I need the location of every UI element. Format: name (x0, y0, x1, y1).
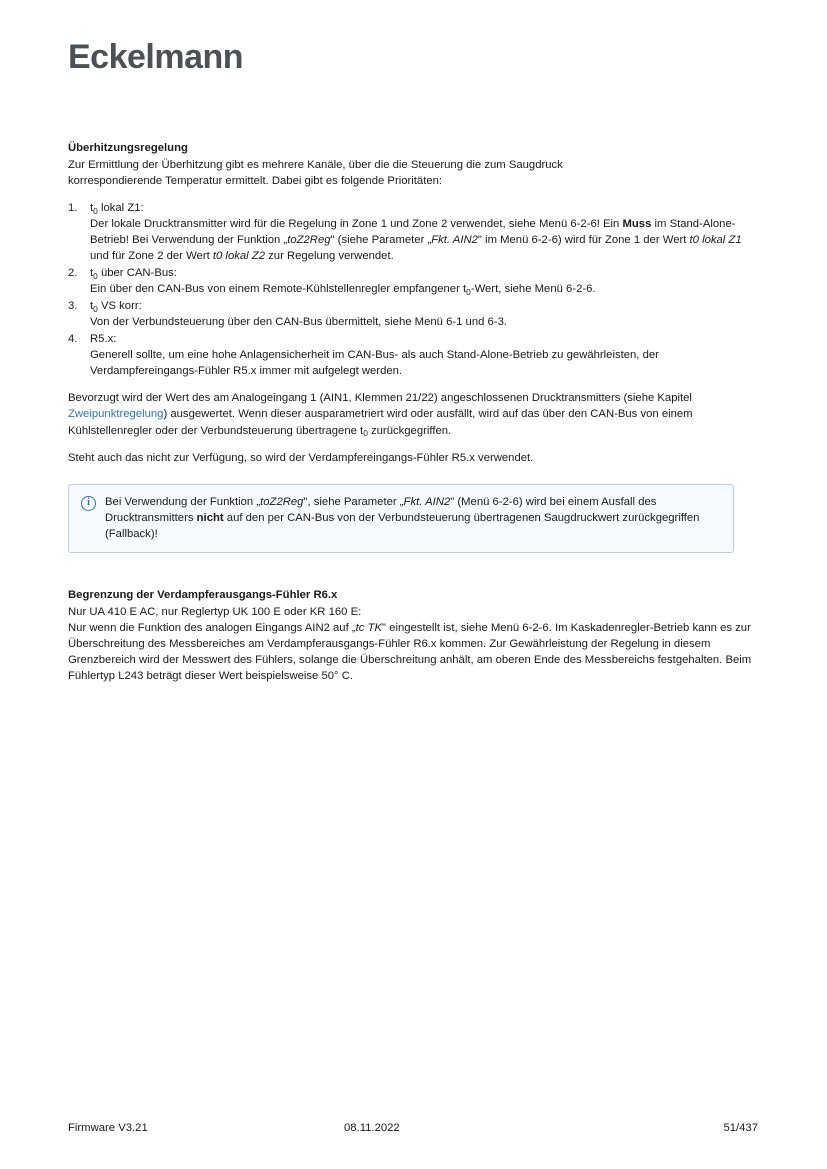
item-label-sub: 0 (93, 303, 98, 314)
list-item-body: Generell sollte, um eine hohe Anlagensicherheit im CAN-Bus- als auch Stand-Alone-Betrieb zu gewährleisten, der Verdampfereingangs-Fühler R5.x immer mit aufgelegt werden. (90, 349, 659, 378)
item-label-post: lokal Z1: (97, 202, 144, 215)
list-item (90, 298, 758, 330)
info-note-text: Bei Verwendung der Funktion „toZ2Reg", siehe Parameter „Fkt. AIN2" (Menü 6-2-6) wird bei einem Ausfall des Drucktransmitters nicht auf den per CAN-Bus von der Verbundsteuerung übertragenen Saugdruckwert zurückgegriffen (Fallback)! (105, 495, 700, 540)
info-note (68, 484, 734, 553)
page-footer (68, 1122, 758, 1134)
intro-line-2: korrespondierende Temperatur ermittelt. Dabei gibt es folgende Prioritäten: (68, 175, 443, 188)
list-item (90, 265, 758, 297)
intro-line-1: Zur Ermittlung der Überhitzung gibt es mehrere Kanäle, über die die Steuerung die zum Saugdruck (68, 159, 563, 172)
inline-link[interactable]: Zweipunktregelung (68, 408, 164, 421)
footer-firmware: Firmware V3.21 (68, 1122, 148, 1134)
list-item (90, 331, 758, 379)
paragraph-preferred-value: Bevorzugt wird der Wert des am Analogeingang 1 (AIN1, Klemmen 21/22) angeschlossenen Drucktransmitters (siehe Kapitel Zweipunktregelung) ausgewertet. Wenn dieser ausparametriert wird oder ausfällt, wird auf das über den CAN-Bus von einem Kühlstellenregler oder der Verbundsteuerung übertragene $t_0$ zurückgegriffen. (68, 392, 693, 438)
info-icon: i (81, 496, 96, 511)
item-label-sub: 0 (93, 270, 98, 281)
list-item-head (90, 298, 758, 314)
section-2-body: Nur UA 410 E AC, nur Reglertyp UK 100 E oder KR 160 E: Nur wenn die Funktion des analogen Eingangs AIN2 auf „tc TK" eingestellt ist, siehe Menü 6-2-6. Im Kaskadenregler-Betrieb kann es zur Überschreitung des Messbereiches am Verdampferausgangs-Fühler R6.x kommen. Zur Gewährleistung der Regelung in diesem Grenzbereich wird der Messwert des Fühlers, solange die Überschreitung anhält, am oberen Ende des Messbereichs festgehalten. Beim Fühlertyp L243 beträgt dieser Wert beispielsweise 50° C. (68, 605, 752, 682)
list-item-head (90, 200, 758, 216)
footer-page-number: 51/437 (723, 1122, 758, 1134)
list-item-head (90, 265, 758, 281)
list-item-body: Ein über den CAN-Bus von einem Remote-Kühlstellenregler empfangener $t_0$-Wert, siehe Menü 6-2-6. (90, 283, 596, 297)
document-body (68, 140, 758, 684)
section-heading-2: Begrenzung der Verdampferausgangs-Fühler R6.x (68, 588, 338, 601)
list-item-body: Der lokale Drucktransmitter wird für die Regelung in Zone 1 und Zone 2 verwendet, siehe Menü 6-2-6! Ein Muss im Stand-Alone-Betrieb! Bei Verwendung der Funktion „toZ2Reg" (siehe Parameter „Fkt. AIN2" im Menü 6-2-6) wird für Zone 1 der Wert t0 lokal Z1 und für Zone 2 der Wert t0 lokal Z2 zur Regelung verwendet. (90, 218, 742, 263)
list-item (90, 200, 758, 264)
list-item-body: Von der Verbundsteuerung über den CAN-Bus übermittelt, siehe Menü 6-1 und 6-3. (90, 316, 507, 329)
item-label-sub: 0 (93, 205, 98, 216)
priority-list (68, 200, 758, 379)
list-item-head (90, 331, 758, 347)
item-label-pre: R5.x: (90, 333, 117, 346)
section-begrenzung (68, 587, 758, 684)
item-label-pre: t (90, 267, 94, 280)
item-label-pre: t (90, 202, 94, 215)
footer-date: 08.11.2022 (344, 1122, 400, 1134)
item-label-pre: t (90, 300, 94, 313)
company-logo: Eckelmann (68, 38, 244, 76)
section-ueberhitzungsregelung (68, 140, 758, 189)
section-heading: Überhitzungsregelung (68, 142, 188, 154)
item-label-post: über CAN-Bus: (97, 267, 177, 280)
paragraph-fallback-sensor: Steht auch das nicht zur Verfügung, so wird der Verdampfereingangs-Fühler R5.x verwendet. (68, 451, 534, 464)
item-label-post: VS korr: (97, 300, 142, 313)
